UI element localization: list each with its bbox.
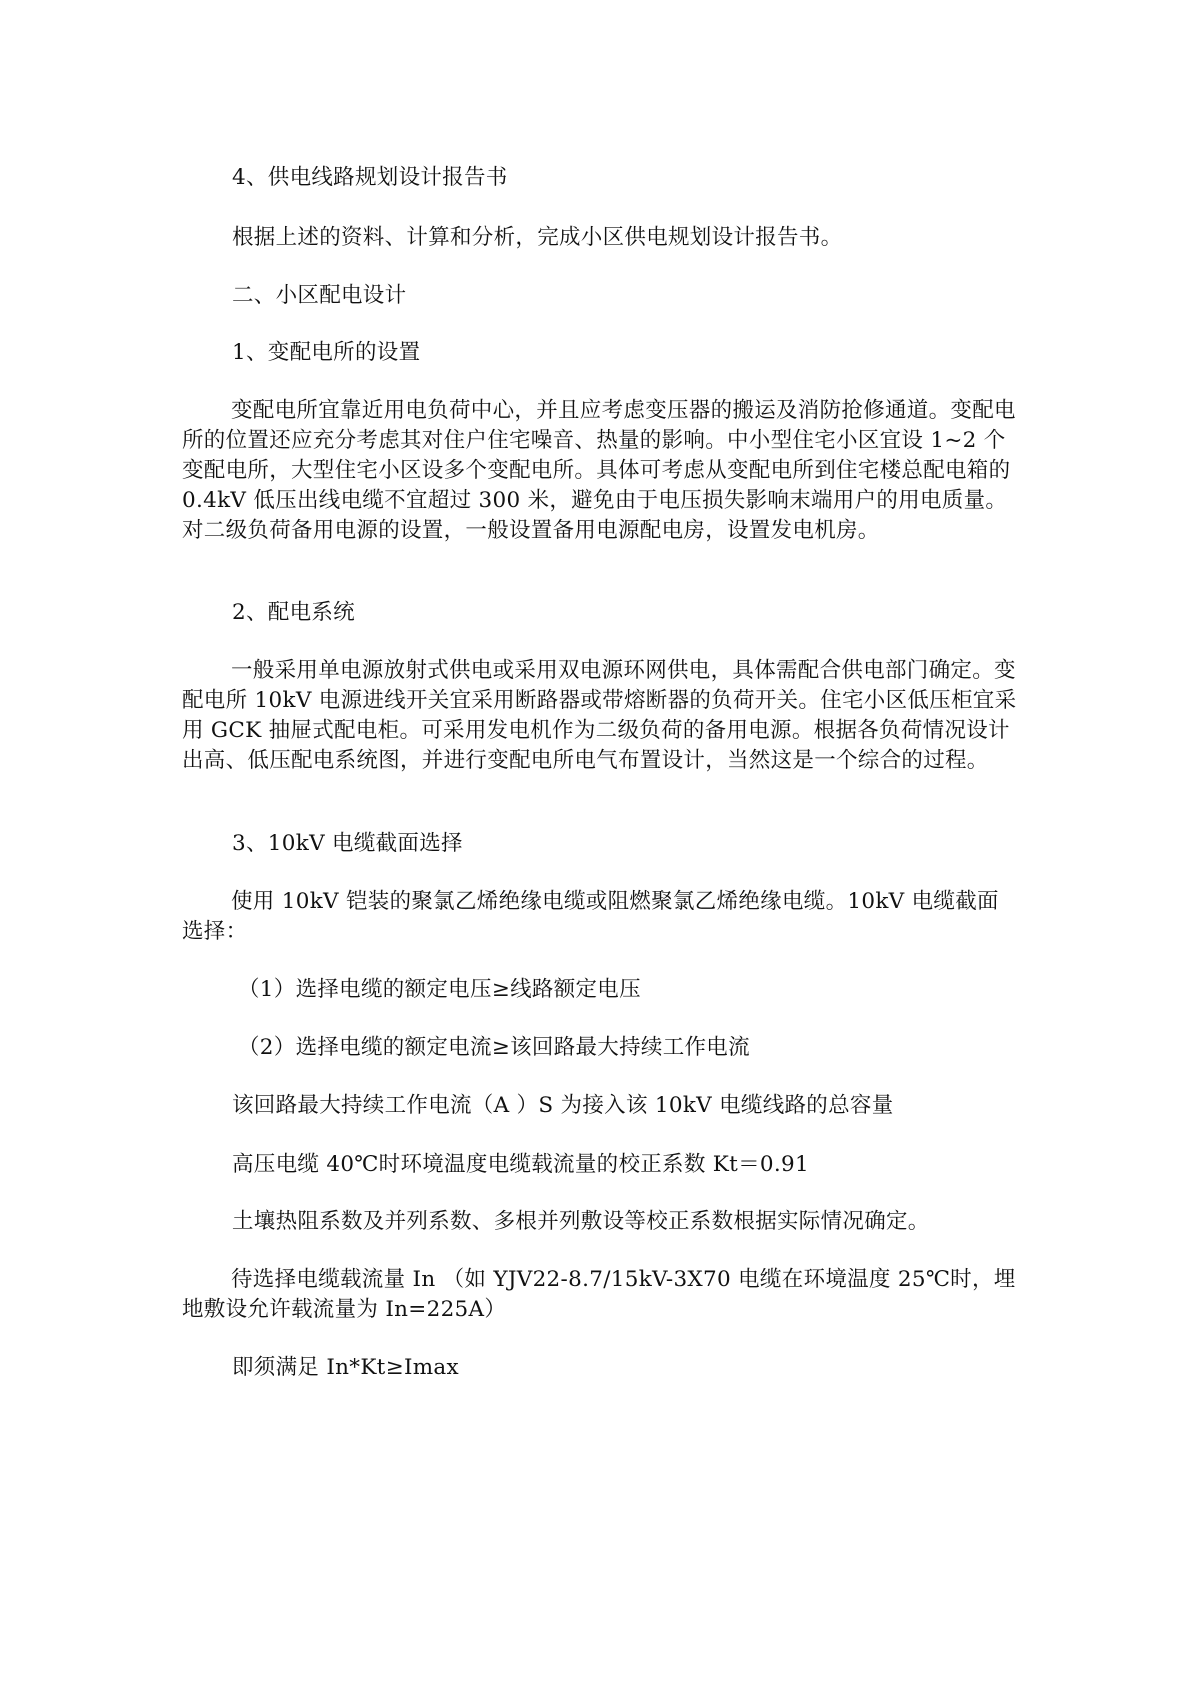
paragraph-distribution-system: 一般采用单电源放射式供电或采用双电源环网供电，具体需配合供电部门确定。变配电所 10kV 电源进线开关宜采用断路器或带熔断器的负荷开关。住宅小区低压柜宜采用 GCK 抽屉式配电柜。可采用发电机作为二级负荷的备用电源。根据各负荷情况设计出高、低压配电系统图，并进行变配电所电气布置设计，当然这是一个综合的过程。 (182, 658, 1017, 773)
list-item-rated-current: （2）选择电缆的额定电流≥该回路最大持续工作电流 (238, 1035, 750, 1060)
paragraph-correction-factor: 高压电缆 40℃时环境温度电缆载流量的校正系数 Kt＝0.91 (232, 1152, 809, 1177)
section-heading-distribution-system: 2、配电系统 (232, 600, 355, 625)
paragraph-condition: 即须满足 In*Kt≥Imax (232, 1355, 459, 1380)
chapter-heading-distribution-design: 二、小区配电设计 (232, 283, 407, 308)
paragraph-substation-setup: 变配电所宜靠近用电负荷中心，并且应考虑变压器的搬运及消防抢修通道。变配电所的位置还应充分考虑其对住户住宅噪音、热量的影响。中小型住宅小区宜设 1~2 个变配电所，大型住宅小区设多个变配电所。具体可考虑从变配电所到住宅楼总配电箱的 0.4kV 低压出线电缆不宜超过 300 米，避免由于电压损失影响末端用户的用电质量。对二级负荷备用电源的设置，一般设置备用电源配电房，设置发电机房。 (182, 398, 1016, 543)
section-heading-substation-setup: 1、变配电所的设置 (232, 340, 421, 365)
section-heading-report: 4、供电线路规划设计报告书 (232, 165, 508, 190)
paragraph-cable-ampacity: 待选择电缆载流量 In （如 YJV22-8.7/15kV-3X70 电缆在环境温度 25℃时，埋地敷设允许载流量为 In=225A） (182, 1267, 1016, 1322)
paragraph-report-summary: 根据上述的资料、计算和分析，完成小区供电规划设计报告书。 (232, 225, 843, 250)
section-heading-cable-selection: 3、10kV 电缆截面选择 (232, 831, 463, 856)
paragraph-max-current: 该回路最大持续工作电流（A ）S 为接入该 10kV 电缆线路的总容量 (232, 1093, 894, 1118)
paragraph-soil-factor: 土壤热阻系数及并列系数、多根并列敷设等校正系数根据实际情况确定。 (232, 1209, 930, 1234)
list-item-rated-voltage: （1）选择电缆的额定电压≥线路额定电压 (238, 977, 641, 1002)
paragraph-cable-selection: 使用 10kV 铠装的聚氯乙烯绝缘电缆或阻燃聚氯乙烯绝缘电缆。10kV 电缆截面选择： (182, 889, 999, 944)
